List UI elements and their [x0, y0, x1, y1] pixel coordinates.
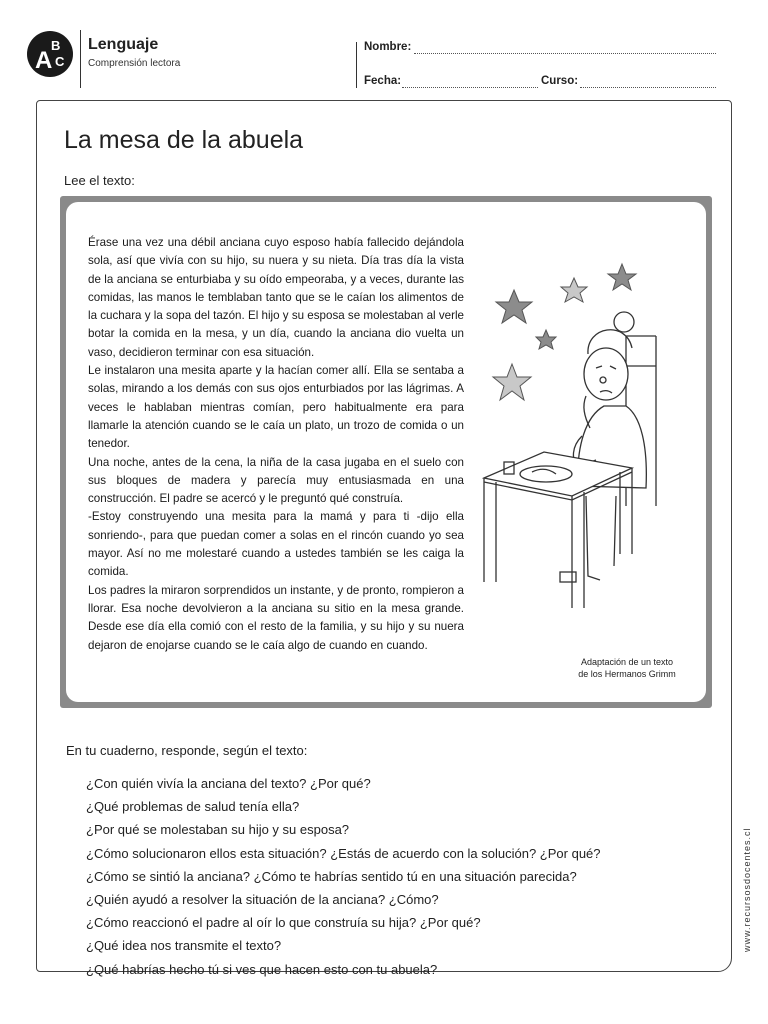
- subject-title: Lenguaje: [88, 36, 159, 53]
- questions-list: [86, 772, 601, 981]
- logo-letter-a: A: [35, 47, 53, 74]
- story-paragraph: Una noche, antes de la cena, la niña de la casa jugaba en el suelo con sus bloques de madera y parecía muy entusiasmada en una construcción. El padre se acercó y le preguntó qué construía.: [88, 455, 464, 506]
- name-label: Nombre:: [364, 41, 412, 53]
- star-icon: [536, 330, 556, 349]
- course-label: Curso:: [541, 75, 579, 87]
- credit-line: Adaptación de un texto: [580, 657, 674, 667]
- question-item: ¿Cómo reaccionó el padre al oír lo que construía su hija? ¿Por qué?: [86, 915, 481, 931]
- fields-divider: [356, 42, 357, 88]
- question-item: ¿Qué problemas de salud tenía ella?: [86, 799, 300, 815]
- story-paragraph: -Estoy construyendo una mesita para la mamá y para ti -dijo ella sonriendo-, para que puedan comer a solas en el rincón cuando yo sea mayor. Así no me molestaré cuando a ustedes también se les caiga la comida.: [88, 510, 464, 579]
- subject-subtitle: Comprensión lectora: [88, 58, 181, 69]
- star-icon: [608, 264, 636, 290]
- star-icon: [493, 364, 531, 400]
- question-item: ¿Con quién vivía la anciana del texto? ¿Por qué?: [86, 776, 371, 791]
- course-field[interactable]: [580, 87, 716, 88]
- story-paragraph: Le instalaron una mesita aparte y la hacían comer allí. Ella se sentaba a solas, mirando a los demás con sus ojos enturbiados por las lágrimas. A veces le hablaban mientras comían, pero habitualmente era para llamarle la atención cuando se le caía un plato, un trozo de comida o un tenedor.: [88, 364, 464, 451]
- date-field[interactable]: [402, 87, 538, 88]
- page-title: La mesa de la abuela: [64, 126, 304, 154]
- grandmother-illustration: [476, 256, 696, 616]
- question-item: ¿Cómo solucionaron ellos esta situación? ¿Estás de acuerdo con la solución? ¿Por qué?: [86, 845, 601, 861]
- read-instruction: Lee el texto:: [64, 173, 135, 188]
- header-divider: [80, 30, 81, 88]
- star-icon: [496, 290, 532, 323]
- logo-letter-b: B: [51, 38, 61, 53]
- question-item: ¿Qué idea nos transmite el texto?: [86, 938, 282, 954]
- date-label: Fecha:: [364, 75, 402, 87]
- logo-letter-c: C: [55, 54, 65, 69]
- question-item: ¿Por qué se molestaban su hijo y su esposa?: [86, 822, 350, 838]
- question-item: ¿Quién ayudó a resolver la situación de la anciana? ¿Cómo?: [86, 892, 439, 908]
- abc-logo: [26, 30, 74, 78]
- story-paragraph: Los padres la miraron sorprendidos un instante, y de pronto, rompieron a llorar. Esa noche devolvieron a la anciana su sitio en la mesa grande. Desde ese día ella comió con el resto de la familia, y su hijo y su nuera dejaron de enojarse cuando se le caía algo de cuando en cuando.: [88, 583, 464, 652]
- story-paragraph: Érase una vez una débil anciana cuyo esposo había fallecido dejándola sola, así que vivía con su hijo, su nuera y su nieta. Día tras día la vista de la anciana se enturbiaba y su oído empeoraba, y a veces, durante las comidas, las manos le temblaban tanto que se le caían los alimentos de la cuchara y la sopa del tazón. El hijo y su esposa se molestaban al verle botar la comida en la mesa, y un día, cuando la anciana dio vuelta un vaso, decidieron terminar con esa situación.: [88, 236, 464, 359]
- question-item: ¿Qué habrías hecho tú si ves que hacen esto con tu abuela?: [86, 961, 438, 977]
- name-field[interactable]: [414, 53, 716, 54]
- question-item: ¿Cómo se sintió la anciana? ¿Cómo te habrías sentido tú en una situación parecida?: [86, 868, 577, 884]
- story-text: [88, 234, 464, 694]
- questions-heading: En tu cuaderno, responde, según el texto:: [66, 743, 308, 758]
- credit-line: de los Hermanos Grimm: [578, 669, 676, 679]
- side-url: www.recursosdocentes.cl: [742, 827, 752, 952]
- story-credit: [552, 656, 702, 680]
- star-icon: [561, 278, 587, 302]
